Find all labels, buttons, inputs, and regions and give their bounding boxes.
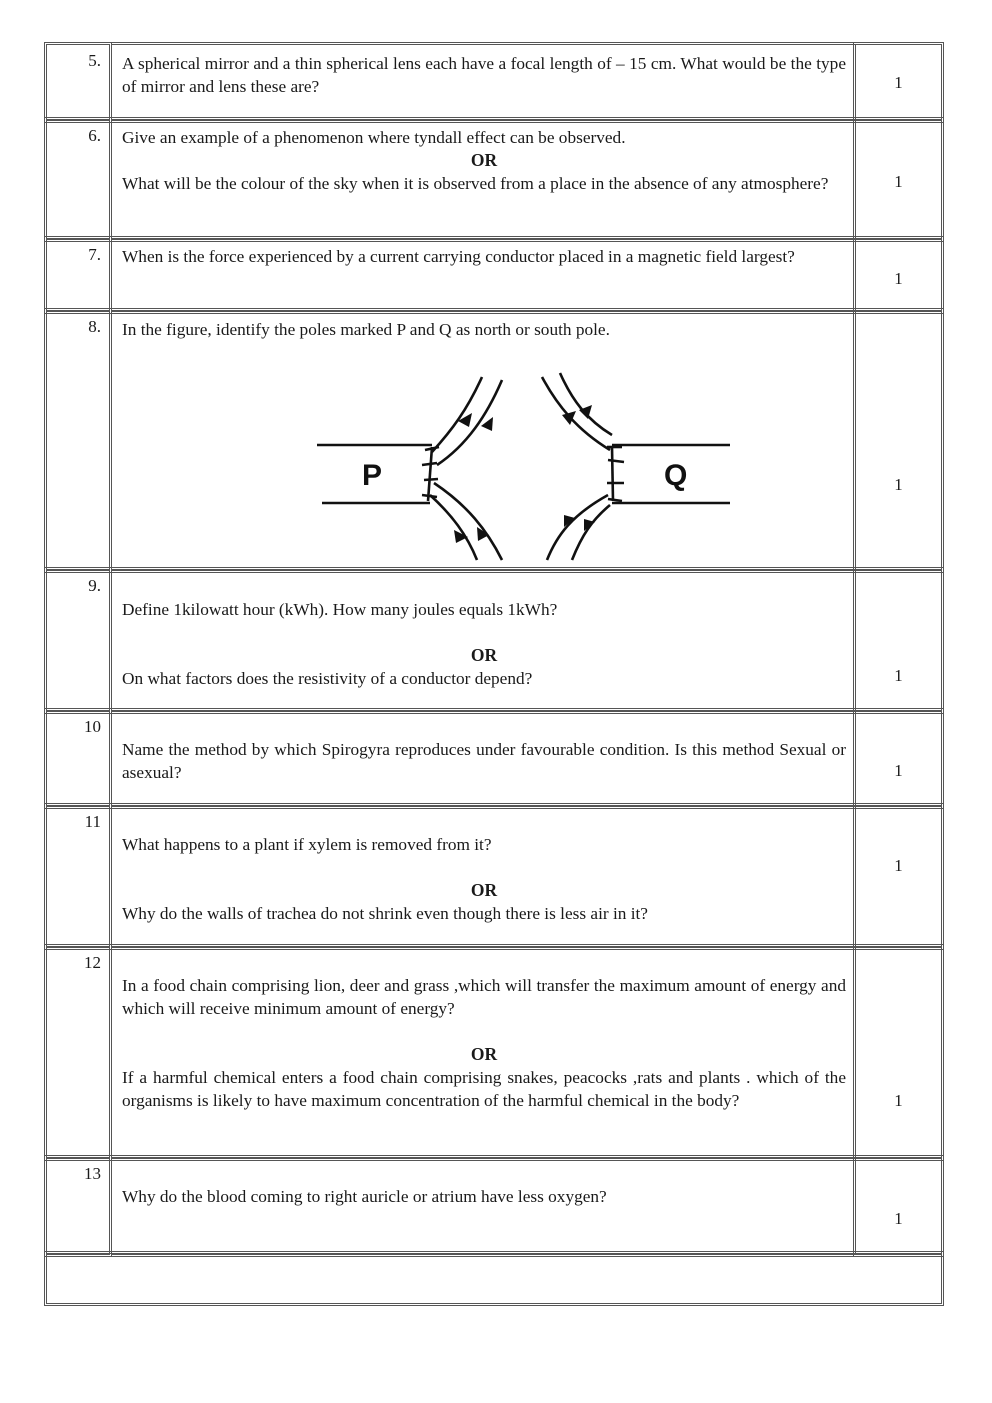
question-number: 6.	[88, 126, 101, 145]
question-row-9	[47, 570, 944, 711]
question-row-11	[47, 806, 944, 947]
or-separator: OR	[470, 1044, 498, 1064]
question-row-5	[47, 45, 944, 120]
marks: 1	[894, 1209, 903, 1228]
question-text-alt: Why do the walls of trachea do not shrink even though there is less air in it?	[122, 904, 648, 923]
question-number: 13	[84, 1164, 101, 1183]
marks: 1	[894, 856, 903, 875]
question-number: 12	[84, 953, 101, 972]
question-row-8	[47, 311, 944, 570]
question-text: In a food chain comprising lion, deer and grass ,which will transfer the maximum amount of energy and which will receive minimum amount of energy?	[122, 976, 846, 1018]
question-text-alt: If a harmful chemical enters a food chain comprising snakes, peacocks ,rats and plants . which of the organisms is likely to have maximum concentration of the harmful chemical in the body?	[122, 1068, 846, 1110]
question-row-7	[47, 239, 944, 311]
question-number: 11	[84, 812, 101, 831]
marks: 1	[894, 1091, 903, 1110]
question-text-alt: On what factors does the resistivity of a conductor depend?	[122, 669, 533, 688]
question-text: When is the force experienced by a current carrying conductor placed in a magnetic field largest?	[122, 247, 795, 266]
question-number: 9.	[88, 576, 101, 595]
question-number: 7.	[88, 245, 101, 264]
question-number: 10	[84, 717, 101, 736]
question-row-6	[47, 120, 944, 239]
question-text-alt: What will be the colour of the sky when it is observed from a place in the absence of any atmosphere?	[122, 174, 829, 193]
marks: 1	[894, 475, 903, 494]
magnet-poles-figure	[272, 355, 742, 565]
marks: 1	[894, 269, 903, 288]
question-number: 8.	[88, 317, 101, 336]
or-separator: OR	[470, 645, 498, 665]
question-text: A spherical mirror and a thin spherical lens each have a focal length of – 15 cm. What would be the type of mirror and lens these are?	[122, 54, 846, 96]
question-row-12	[47, 947, 944, 1158]
empty-footer-row	[44, 1251, 944, 1306]
marks: 1	[894, 73, 903, 92]
pole-label-q: Q	[664, 459, 688, 492]
marks: 1	[894, 666, 903, 685]
question-text: Define 1kilowatt hour (kWh). How many joules equals 1kWh?	[122, 600, 558, 619]
pole-label-p: P	[362, 459, 383, 492]
question-text: Name the method by which Spirogyra reproduces under favourable condition. Is this method Sexual or asexual?	[122, 740, 846, 782]
question-text: Give an example of a phenomenon where tyndall effect can be observed.	[122, 128, 626, 147]
question-number: 5.	[88, 51, 101, 70]
question-text: Why do the blood coming to right auricle or atrium have less oxygen?	[122, 1187, 607, 1206]
or-separator: OR	[470, 150, 498, 170]
marks: 1	[894, 761, 903, 780]
question-row-10	[47, 711, 944, 806]
question-row-13	[47, 1158, 944, 1254]
question-text: In the figure, identify the poles marked P and Q as north or south pole.	[122, 320, 610, 339]
question-text: What happens to a plant if xylem is removed from it?	[122, 835, 492, 854]
or-separator: OR	[470, 880, 498, 900]
marks: 1	[894, 172, 903, 191]
